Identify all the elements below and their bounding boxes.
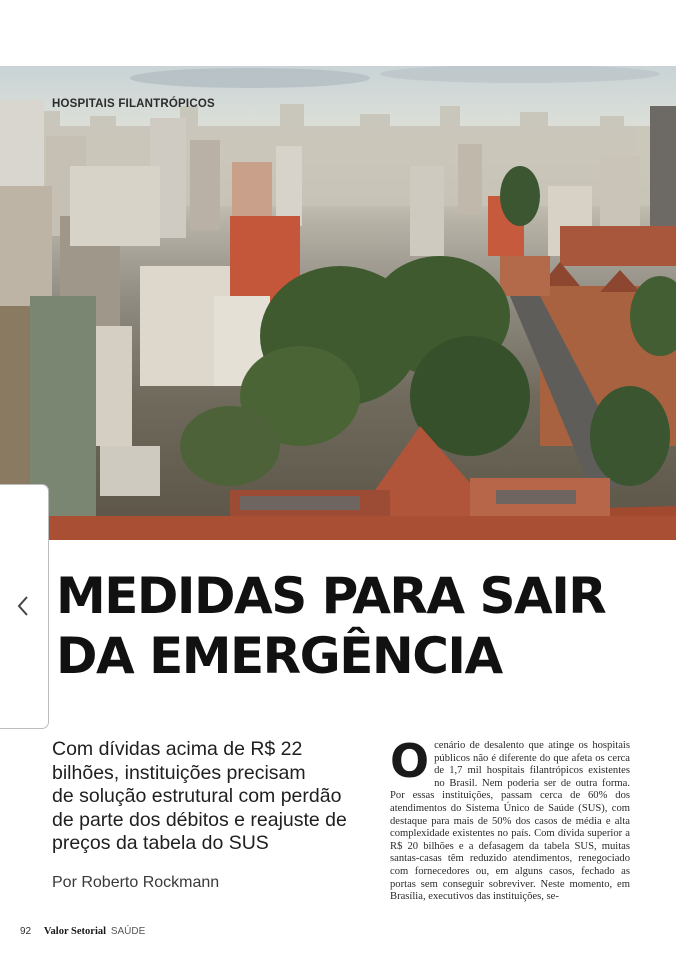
- byline: Por Roberto Rockmann: [52, 874, 220, 891]
- back-button[interactable]: [0, 484, 49, 729]
- deck-line-5: preços da tabela do SUS: [52, 832, 269, 854]
- headline: [56, 566, 605, 686]
- page-number: 92: [20, 926, 32, 937]
- deck-line-4: de parte dos débitos e reajuste de: [52, 808, 347, 831]
- article-body: [390, 734, 630, 904]
- drop-cap: O: [390, 734, 430, 788]
- page-footer: [20, 926, 145, 937]
- publication-name: Valor Setorial: [43, 926, 107, 937]
- deck-subtitle: [52, 738, 372, 856]
- deck-line-1: Com dívidas acima de R$ 22: [52, 738, 303, 760]
- article-body-text: cenário de desalento que atinge os hospitais públicos não é diferente do que afeta os cerca de 1,7 mil hospitais filantrópicos existentes no Brasil. Nem poderia ser de outra forma. Por essas instituições, passam cerca de 60% dos atendimentos do Sistema Único de Saúde (SUS), com destaque para mais de 50% dos casos de média e alta complexidade existentes no país. Com dívida superior a R$ 20 bilhões e a defasagem da tabela SUS, muitas santas-casas têm reduzido atendimentos, renegociado com fornecedores ou, em alguns casos, fechado as portas sem conseguir sobreviver. Neste momento, em Brasília, executivos das instituições, se-: [390, 740, 630, 903]
- chevron-left-icon: [16, 595, 30, 617]
- headline-line-1: MEDIDAS PARA SAIR: [56, 567, 606, 625]
- footer-section: SAÚDE: [110, 926, 146, 937]
- headline-line-2: DA EMERGÊNCIA: [56, 627, 502, 685]
- deck-line-3: de solução estrutural com perdão: [52, 785, 342, 807]
- cover-photo: [0, 66, 676, 540]
- deck-line-2: bilhões, instituições precisam: [52, 761, 306, 784]
- section-label: HOSPITAIS FILANTRÓPICOS: [52, 98, 215, 110]
